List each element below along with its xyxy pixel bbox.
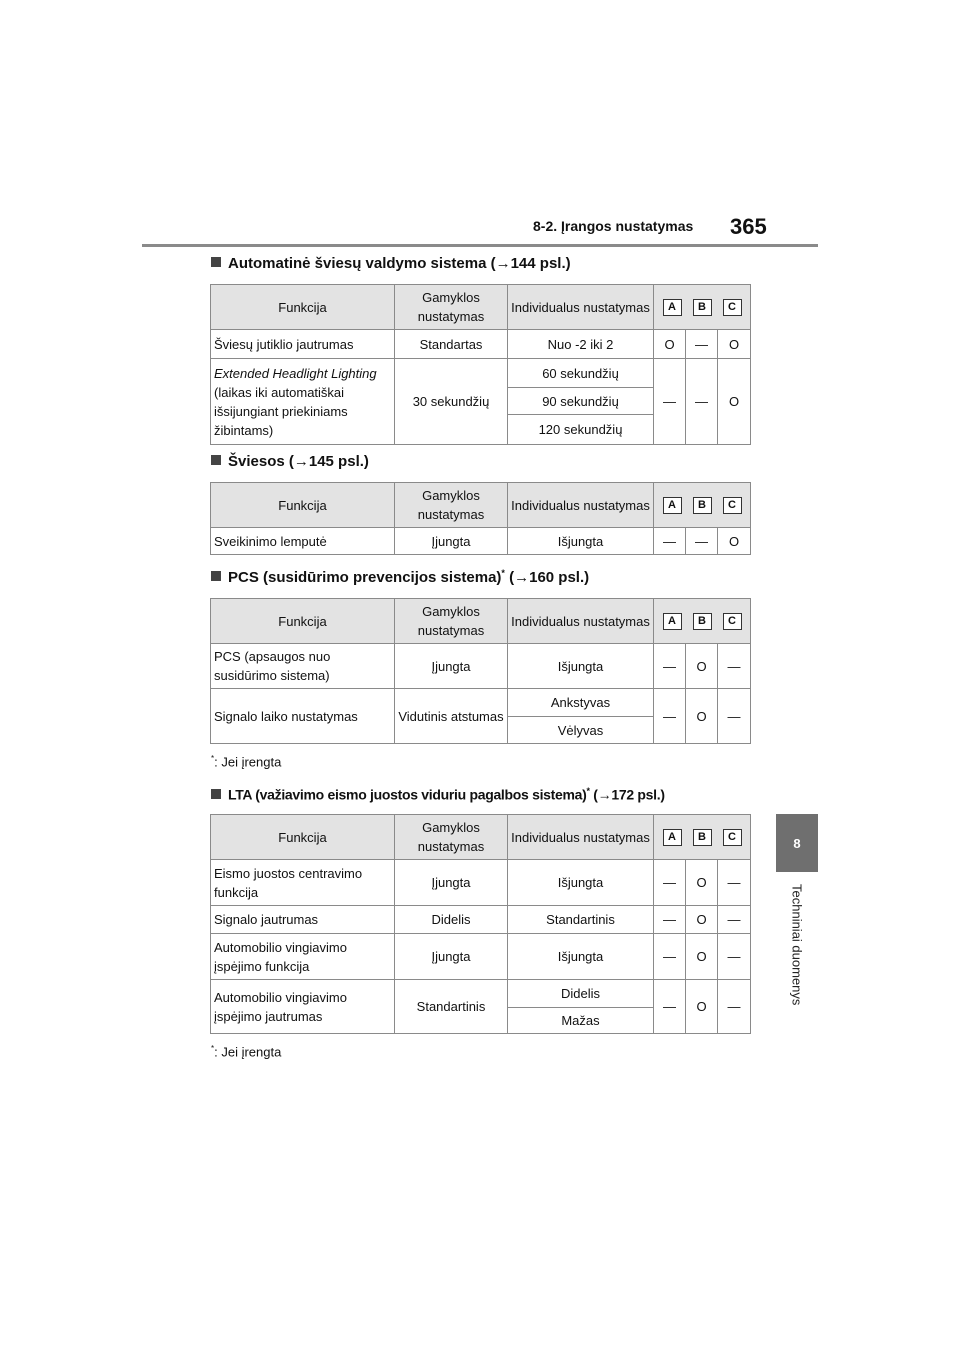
col-header-factory: Gamyklos nustatymas [395, 815, 508, 860]
header-divider [142, 244, 818, 247]
cell-b: O [686, 980, 718, 1034]
table-row [211, 528, 751, 555]
col-header-function: Funkcija [211, 599, 395, 644]
a-box-icon: A [663, 829, 682, 846]
table-row [211, 934, 751, 980]
cell-custom: 90 sekundžių [508, 388, 654, 415]
a-box-icon: A [663, 613, 682, 630]
cell-b: O [686, 860, 718, 906]
section-title-lights [211, 453, 369, 470]
cell-b: O [686, 934, 718, 980]
b-box-icon: B [693, 299, 712, 316]
col-header-custom: Individualus nustatymas [508, 285, 654, 330]
settings-table-pcs [210, 598, 751, 744]
c-box-icon: C [723, 613, 742, 630]
table-header-row [211, 285, 751, 330]
table-row [211, 980, 751, 1008]
section-title-text: Šviesos (→145 psl.) [228, 453, 369, 470]
cell-b: O [686, 644, 718, 689]
section-title-auto-lights [211, 255, 571, 272]
footnote-text: : Jei įrengta [214, 754, 282, 770]
col-header-custom: Individualus nustatymas [508, 483, 654, 528]
chapter-label: Techniniai duomenys [789, 884, 805, 1006]
cell-function: PCS (apsaugos nuo susidūrimo sistema) [211, 644, 395, 689]
table-row [211, 860, 751, 906]
cell-function: Šviesų jutiklio jautrumas [211, 330, 395, 359]
col-header-function: Funkcija [211, 285, 395, 330]
cell-a: — [654, 528, 686, 555]
footnote-marker: * [211, 754, 215, 763]
cell-function [211, 359, 395, 445]
cell-factory: Įjungta [395, 934, 508, 980]
footnote-marker: * [211, 1044, 215, 1053]
section-title-pcs [211, 568, 589, 586]
cell-factory: Didelis [395, 906, 508, 934]
table-row [211, 330, 751, 359]
a-box-icon: A [663, 299, 682, 316]
cell-function: Signalo jautrumas [211, 906, 395, 934]
settings-table-lta [210, 814, 751, 1034]
col-header-factory: Gamyklos nustatymas [395, 483, 508, 528]
cell-factory: Standartinis [395, 980, 508, 1034]
cell-a: — [654, 934, 686, 980]
cell-a: — [654, 860, 686, 906]
cell-c: — [718, 689, 751, 744]
table-header-row [211, 483, 751, 528]
cell-custom: Nuo -2 iki 2 [508, 330, 654, 359]
cell-custom: Išjungta [508, 934, 654, 980]
cell-custom: 60 sekundžių [508, 359, 654, 388]
c-box-icon: C [723, 829, 742, 846]
cell-function-rest: (laikas iki automatiškai išsijungiant priekiniams žibintams) [214, 384, 348, 438]
cell-a: — [654, 359, 686, 445]
cell-custom: Didelis [508, 980, 654, 1008]
col-header-factory: Gamyklos nustatymas [395, 599, 508, 644]
cell-custom: Išjungta [508, 860, 654, 906]
table-header-row [211, 815, 751, 860]
cell-a: O [654, 330, 686, 359]
table-row [211, 359, 751, 388]
cell-custom: 120 sekundžių [508, 415, 654, 445]
cell-factory: 30 sekundžių [395, 359, 508, 445]
page-number: 365 [730, 214, 767, 239]
cell-factory: Įjungta [395, 644, 508, 689]
section-header: 8-2. Įrangos nustatymas [533, 218, 694, 234]
square-bullet-icon [211, 257, 221, 267]
cell-b: — [686, 528, 718, 555]
section-title-text: LTA (važiavimo eismo juostos viduriu pagalbos sistema) [228, 786, 587, 803]
chapter-label-container [776, 884, 818, 1034]
cell-c: — [718, 860, 751, 906]
footnote-marker: * [586, 786, 590, 796]
cell-c: — [718, 934, 751, 980]
b-box-icon: B [693, 497, 712, 514]
section-page-ref: (→160 psl.) [504, 569, 590, 586]
cell-custom: Standartinis [508, 906, 654, 934]
b-box-icon: B [693, 613, 712, 630]
cell-c: O [718, 330, 751, 359]
cell-c: O [718, 359, 751, 445]
cell-c: O [718, 528, 751, 555]
cell-custom: Ankstyvas [508, 689, 654, 717]
footnote [211, 1044, 281, 1059]
col-header-abc [654, 815, 751, 860]
cell-custom: Mažas [508, 1008, 654, 1034]
section-title-lta [211, 786, 665, 803]
b-box-icon: B [693, 829, 712, 846]
square-bullet-icon [211, 571, 221, 581]
section-title-text: PCS (susidūrimo prevencijos sistema) [228, 569, 502, 586]
cell-function-italic: Extended Headlight Lighting [214, 365, 377, 381]
cell-function: Automobilio vingiavimo įspėjimo funkcija [211, 934, 395, 980]
square-bullet-icon [211, 455, 221, 465]
footnote [211, 754, 281, 769]
cell-custom: Išjungta [508, 528, 654, 555]
chapter-number: 8 [793, 835, 801, 851]
cell-c: — [718, 644, 751, 689]
cell-function: Eismo juostos centravimo funkcija [211, 860, 395, 906]
cell-b: — [686, 359, 718, 445]
table-header-row [211, 599, 751, 644]
section-page-ref: (→172 psl.) [589, 786, 665, 803]
col-header-factory: Gamyklos nustatymas [395, 285, 508, 330]
cell-custom: Vėlyvas [508, 717, 654, 744]
cell-b: — [686, 330, 718, 359]
cell-a: — [654, 906, 686, 934]
table-row [211, 906, 751, 934]
cell-factory: Standartas [395, 330, 508, 359]
a-box-icon: A [663, 497, 682, 514]
chapter-tab [776, 814, 818, 872]
cell-factory: Įjungta [395, 528, 508, 555]
col-header-abc [654, 285, 751, 330]
cell-b: O [686, 906, 718, 934]
cell-c: — [718, 906, 751, 934]
cell-c: — [718, 980, 751, 1034]
cell-function: Automobilio vingiavimo įspėjimo jautrumas [211, 980, 395, 1034]
section-title-text: Automatinė šviesų valdymo sistema (→144 psl.) [228, 255, 571, 272]
col-header-custom: Individualus nustatymas [508, 599, 654, 644]
col-header-abc [654, 483, 751, 528]
table-row [211, 689, 751, 717]
footnote-marker: * [501, 568, 505, 578]
cell-a: — [654, 644, 686, 689]
table-row [211, 644, 751, 689]
col-header-function: Funkcija [211, 483, 395, 528]
cell-a: — [654, 689, 686, 744]
cell-function: Signalo laiko nustatymas [211, 689, 395, 744]
col-header-abc [654, 599, 751, 644]
cell-a: — [654, 980, 686, 1034]
settings-table-auto-lights [210, 284, 751, 445]
cell-custom: Išjungta [508, 644, 654, 689]
footnote-text: : Jei įrengta [214, 1044, 282, 1060]
cell-factory: Vidutinis atstumas [395, 689, 508, 744]
col-header-custom: Individualus nustatymas [508, 815, 654, 860]
cell-b: O [686, 689, 718, 744]
col-header-function: Funkcija [211, 815, 395, 860]
cell-factory: Įjungta [395, 860, 508, 906]
settings-table-lights [210, 482, 751, 555]
cell-function: Sveikinimo lemputė [211, 528, 395, 555]
c-box-icon: C [723, 299, 742, 316]
square-bullet-icon [211, 789, 221, 799]
c-box-icon: C [723, 497, 742, 514]
